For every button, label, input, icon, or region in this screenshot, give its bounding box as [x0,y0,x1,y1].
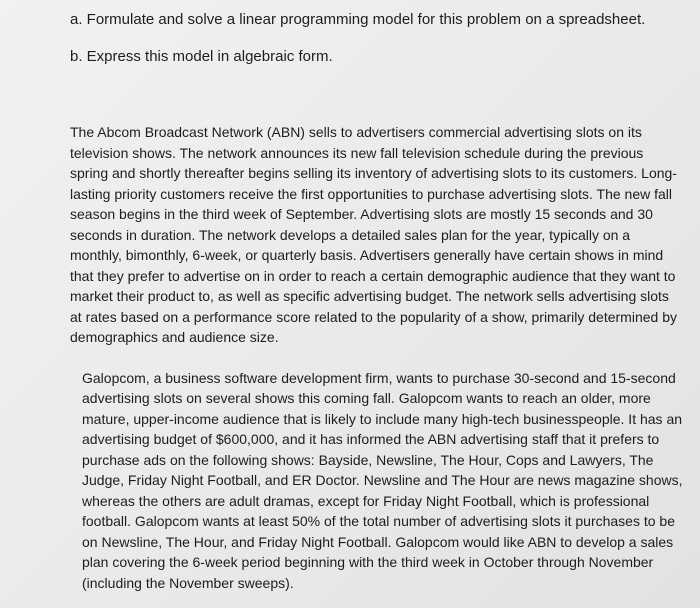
galopcom-paragraph: Galopcom, a business software development firm, wants to purchase 30-second and 15-second advertising slots on several shows this coming fall. Galopcom wants to reach an older, more mature, upper-income audience that is likely to include many high-tech businesspeople. It has an advertising budget of $600,000, and it has informed the ABN advertising staff that it prefers to purchase ads on the following shows: Bayside, Newsline, The Hour, Cops and Lawyers, The Judge, Friday Night Football, and ER Doctor. Newsline and The Hour are news magazine shows, whereas the others are adult dramas, except for Friday Night Football, which is professional football. Galopcom wants at least 50% of the total number of advertising slots it purchases to be on Newsline, The Hour, and Friday Night Football. Galopcom would like ABN to develop a sales plan covering the 6-week period beginning with the third week in October through November (including the November sweeps). [82,369,683,591]
question-a: a. Formulate and solve a linear programming model for this problem on a spreadsheet. [70,11,646,28]
question-b: b. Express this model in algebraic form. [70,48,333,65]
abn-intro-paragraph: The Abcom Broadcast Network (ABN) sells to advertisers commercial advertising slots on its television shows. The network announces its new fall television schedule during the previous spring and shortly thereafter begins selling its inventory of advertising slots to its customers. Long-lasting priority customers receive the first opportunities to purchase advertising slots. The new fall season begins in the third week of September. Advertising slots are mostly 15 seconds and 30 seconds in duration. The network develops a detailed sales plan for the year, typically on a monthly, bimonthly, 6-week, or quarterly basis. Advertisers generally have certain shows in mind that they prefer to advertise on in order to reach a certain demographic audience that they want to market their product to, as well as specific advertising budget. The network sells advertising slots at rates based on a performance score related to the popularity of a show, primarily determined by demographics and audience size. [70,124,677,345]
